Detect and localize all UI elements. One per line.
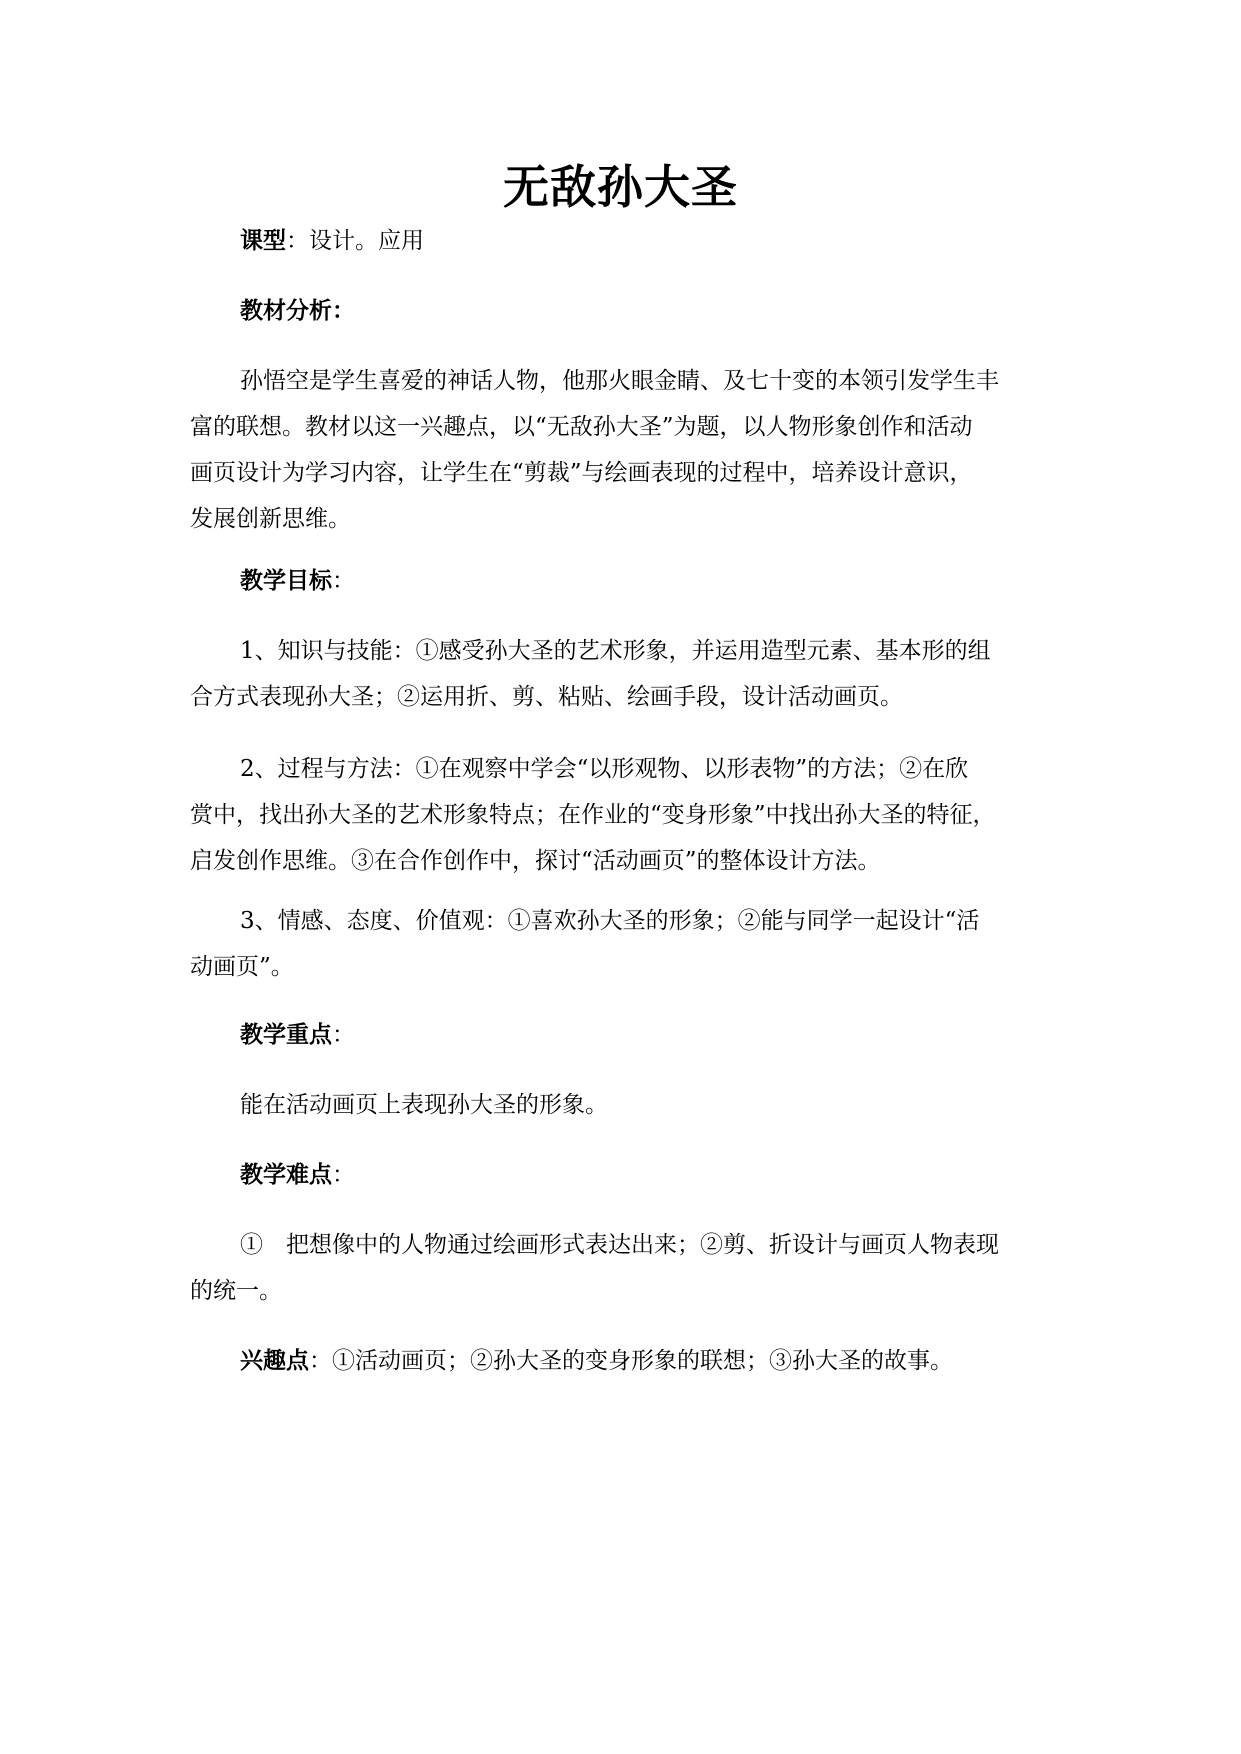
key-point-colon: ：: [332, 1022, 355, 1048]
material-analysis-colon: ：: [332, 297, 355, 324]
teaching-goals-heading: [240, 558, 355, 604]
course-type-value: 设计。应用: [309, 228, 424, 254]
key-point-label: 教学重点: [240, 1021, 332, 1048]
goal-item-3: [240, 898, 1100, 944]
course-type-colon: ：: [286, 228, 309, 254]
goal-line: 动画页”。: [190, 954, 294, 980]
paragraph-line: 孙悟空是学生喜爱的神话人物，他那火眼金睛、及七十变的本领引发学生丰: [240, 368, 999, 394]
material-analysis-paragraph: [240, 358, 1100, 404]
material-analysis-label: 教材分析: [240, 297, 332, 324]
difficulty-paragraph-cont: [190, 1268, 1050, 1314]
goal-item-1-cont: [190, 674, 1050, 720]
difficulty-label: 教学难点: [240, 1161, 332, 1188]
course-type-line: [240, 218, 424, 264]
interest-colon: ：: [309, 1348, 332, 1374]
goal-item-2: [240, 746, 1100, 792]
material-analysis-paragraph-cont: [190, 404, 1050, 542]
course-type-label: 课型: [240, 227, 286, 254]
page-title: 无敌孙大圣: [503, 160, 738, 214]
difficulty-heading: [240, 1152, 355, 1198]
difficulty-line: 的统一。: [190, 1278, 282, 1304]
key-point-heading: [240, 1012, 355, 1058]
difficulty-colon: ：: [332, 1162, 355, 1188]
interest-value: ①活动画页；②孙大圣的变身形象的联想；③孙大圣的故事。: [332, 1348, 953, 1374]
paragraph-line: 画页设计为学习内容，让学生在“剪裁”与绘画表现的过程中，培养设计意识，: [190, 460, 973, 486]
difficulty-paragraph: [240, 1222, 1100, 1268]
goal-line: 合方式表现孙大圣；②运用折、剪、粘贴、绘画手段，设计活动画页。: [190, 684, 903, 710]
goal-line: 2、过程与方法：①在观察中学会“以形观物、以形表物”的方法；②在欣: [240, 756, 969, 782]
goal-line: 1、知识与技能：①感受孙大圣的艺术形象，并运用造型元素、基本形的组: [240, 638, 991, 664]
goal-item-2-cont: [190, 792, 1050, 884]
goal-line: 启发创作思维。③在合作创作中，探讨“活动画页”的整体设计方法。: [190, 848, 881, 874]
goal-line: 赏中，找出孙大圣的艺术形象特点；在作业的“变身形象”中找出孙大圣的特征，: [190, 802, 996, 828]
paragraph-line: 富的联想。教材以这一兴趣点，以“无敌孙大圣”为题，以人物形象创作和活动: [190, 414, 973, 440]
key-point-text: 能在活动画页上表现孙大圣的形象。: [240, 1092, 608, 1118]
interest-line: [240, 1338, 953, 1384]
material-analysis-heading: [240, 288, 355, 334]
goal-item-1: [240, 628, 1100, 674]
goal-line: 3、情感、态度、价值观：①喜欢孙大圣的形象；②能与同学一起设计“活: [240, 908, 980, 934]
teaching-goals-colon: ：: [332, 568, 355, 594]
interest-label: 兴趣点: [240, 1347, 309, 1374]
goal-item-3-cont: [190, 944, 1050, 990]
difficulty-line: ① 把想像中的人物通过绘画形式表达出来；②剪、折设计与画页人物表现: [240, 1232, 999, 1258]
teaching-goals-label: 教学目标: [240, 567, 332, 594]
paragraph-line: 发展创新思维。: [190, 506, 351, 532]
